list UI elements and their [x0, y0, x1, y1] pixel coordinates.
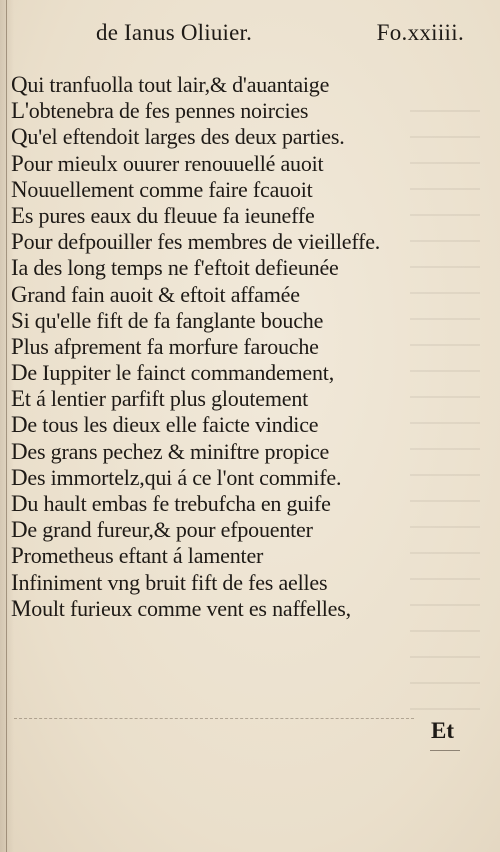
verse-line: Pour defpouiller fes membres de vieilleffe. [11, 229, 381, 255]
verse-line: Ia des long temps ne f'eftoit defieunée [11, 255, 339, 281]
verse-line: Infiniment vng bruit fift de fes aelles [11, 569, 328, 595]
verse-line: Et á lentier parfift plus gloutement [11, 386, 309, 412]
verse-line: Moult furieux comme vent es naffelles, [11, 595, 351, 621]
verse-line: Si qu'elle fift de fa fanglante bouche [11, 307, 324, 333]
verse-line: Plus afprement fa morfure farouche [11, 333, 319, 359]
verse-line: Nouuellement comme faire fcauoit [11, 176, 313, 202]
verse-line: Des immortelz,qui á ce l'ont commife. [11, 464, 342, 490]
verse-line: Es pures eaux du fleuue fa ieuneffe [11, 202, 315, 228]
ink-rule [14, 718, 414, 719]
verse-line: De tous les dieux elle faicte vindice [11, 412, 319, 438]
verse-line: De Iuppiter le fainct commandement, [11, 360, 334, 386]
verse-line: L'obtenebra de fes pennes noircies [11, 98, 309, 124]
running-head: de Ianus Oliuier. [96, 20, 253, 45]
verse-line: Prometheus eftant á lamenter [11, 543, 264, 569]
verse-line: Du hault embas fe trebufcha en guife [11, 491, 331, 516]
verse-block [11, 72, 451, 622]
folio-number: Fo.xxiiii. [376, 20, 464, 45]
verse-line: Qui tranfuolla tout lair,& d'auantaige [11, 72, 330, 97]
verse-line: Grand fain auoit & eftoit affamée [11, 281, 300, 307]
gutter-rule [6, 0, 7, 852]
verse-line: Des grans pechez & miniftre propice [11, 438, 330, 464]
page-header [0, 16, 500, 50]
verse-line: Pour mieulx ouurer renouuellé auoit [11, 150, 324, 176]
verse-line: Qu'el eftendoit larges des deux parties. [11, 124, 345, 150]
catchword-underline [430, 750, 460, 751]
catchword: Et [431, 718, 454, 743]
verse-line: De grand fureur,& pour efpouenter [11, 517, 313, 543]
